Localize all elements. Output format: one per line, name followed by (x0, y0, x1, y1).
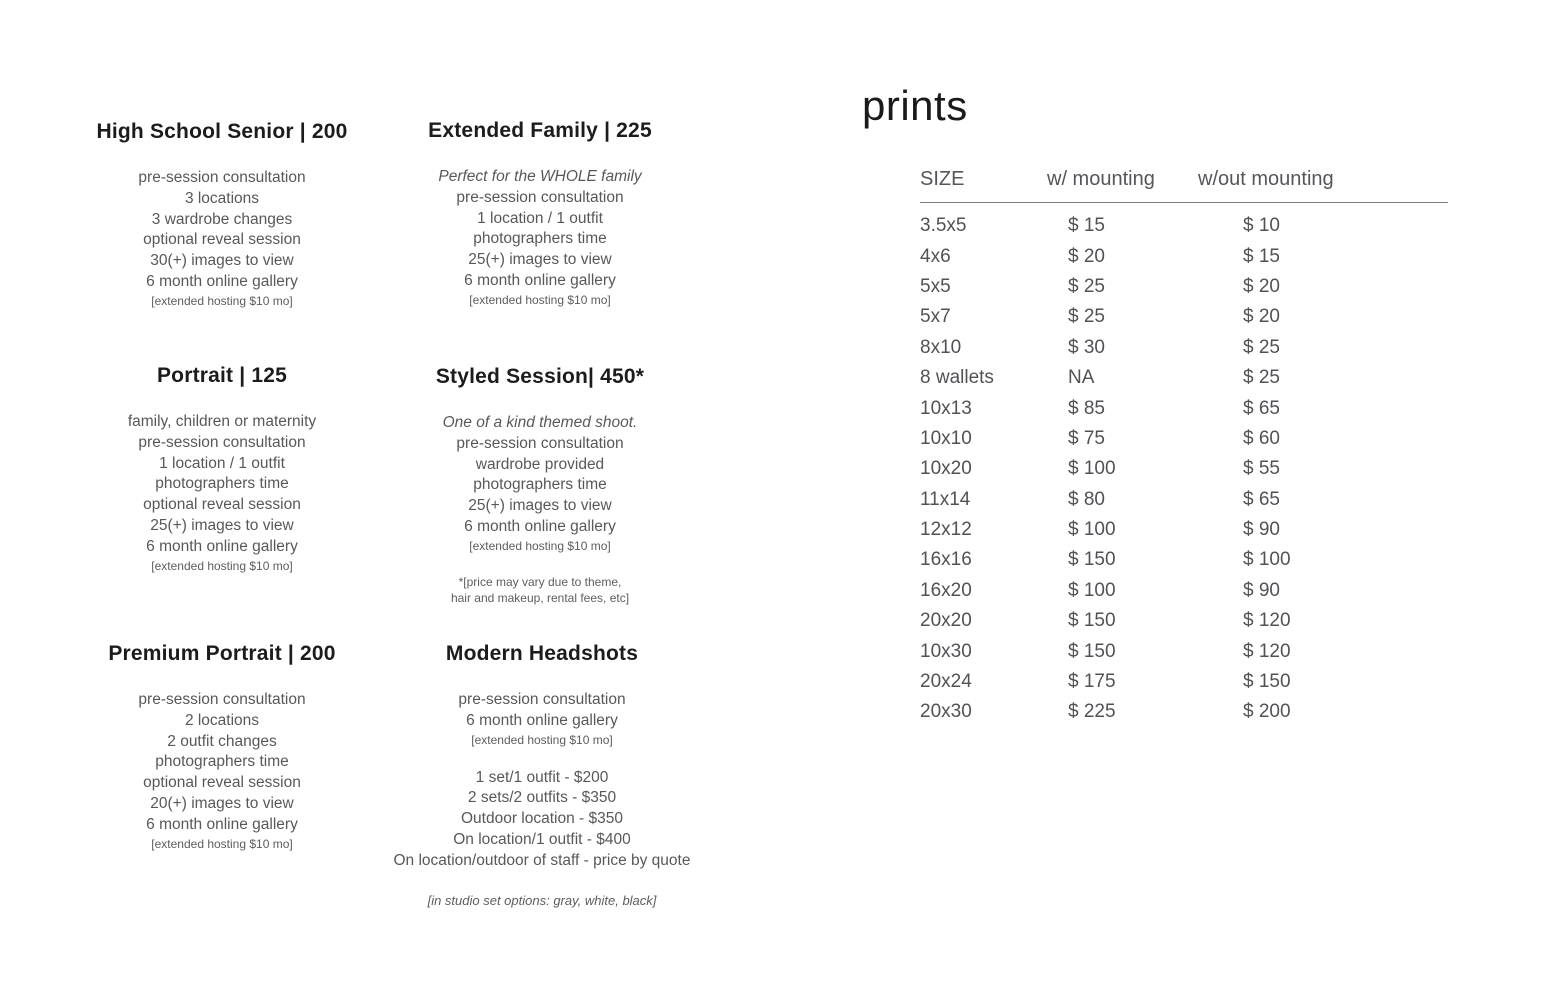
feature-line: optional reveal session (143, 496, 301, 514)
section-title-styled-session: Styled Session| 450* (435, 365, 645, 388)
feature-line: photographers time (473, 230, 607, 248)
feature-line: hair and makeup, rental fees, etc] (450, 590, 630, 605)
cell-price-without-mounting: $ 100 (1243, 549, 1291, 571)
table-row (920, 272, 1448, 302)
cell-price-without-mounting: $ 120 (1243, 640, 1291, 662)
table-row (920, 302, 1448, 332)
cell-size: 11x14 (920, 488, 971, 510)
table-row (920, 424, 1448, 454)
feature-line: 30(+) images to view (150, 252, 294, 270)
section-title-high-school-senior: High School Senior | 200 (96, 120, 348, 143)
feature-line: [in studio set options: gray, white, black] (427, 892, 657, 908)
feature-line: 6 month online gallery (146, 815, 298, 833)
feature-line: On location/outdoor of staff - price by quote (393, 851, 691, 869)
cell-price-without-mounting: $ 120 (1243, 610, 1291, 632)
feature-line: pre-session consultation (456, 188, 624, 206)
prints-table-body (920, 203, 1448, 728)
table-row (920, 211, 1448, 241)
cell-price-with-mounting: $ 25 (1068, 275, 1105, 297)
section-features-premium-portrait (62, 690, 382, 852)
table-row (920, 697, 1448, 727)
section-portrait (62, 364, 382, 574)
feature-line: 2 sets/2 outfits - $350 (467, 789, 617, 807)
section-title-portrait: Portrait | 125 (156, 364, 288, 387)
cell-size: 20x20 (920, 610, 972, 632)
cell-price-without-mounting: $ 15 (1243, 245, 1280, 267)
cell-size: 5x7 (920, 306, 951, 328)
table-row (920, 241, 1448, 271)
feature-line: 6 month online gallery (464, 517, 616, 535)
cell-price-with-mounting: $ 150 (1068, 640, 1116, 662)
cell-price-without-mounting: $ 10 (1243, 215, 1280, 237)
feature-line: 25(+) images to view (468, 497, 612, 515)
feature-line: [extended hosting $10 mo] (151, 293, 293, 308)
cell-size: 16x16 (920, 549, 972, 571)
cell-size: 16x20 (920, 579, 972, 601)
feature-line: One of a kind themed shoot. (442, 414, 638, 431)
cell-price-with-mounting: $ 85 (1068, 397, 1105, 419)
feature-line: 2 locations (184, 711, 260, 729)
prints-table-header (920, 168, 1448, 203)
cell-size: 20x24 (920, 671, 972, 693)
feature-line: pre-session consultation (138, 433, 306, 451)
feature-line: 25(+) images to view (150, 516, 294, 534)
cell-size: 20x30 (920, 701, 972, 723)
column-header-without-mounting: w/out mounting (1198, 168, 1334, 190)
feature-line: *[price may vary due to theme, (458, 574, 622, 589)
cell-size: 10x10 (920, 427, 972, 449)
feature-line: [extended hosting $10 mo] (469, 538, 611, 553)
feature-line: optional reveal session (143, 231, 301, 249)
feature-line: [extended hosting $10 mo] (151, 836, 293, 851)
feature-line: photographers time (155, 475, 289, 493)
feature-line: [extended hosting $10 mo] (469, 292, 611, 307)
section-styled-session (380, 365, 700, 606)
cell-price-with-mounting: $ 15 (1068, 215, 1105, 237)
feature-line: 25(+) images to view (468, 251, 612, 269)
cell-price-with-mounting: $ 30 (1068, 336, 1105, 358)
line-spacer (380, 554, 700, 574)
cell-size: 12x12 (920, 519, 972, 541)
feature-line: [extended hosting $10 mo] (151, 558, 293, 573)
cell-size: 10x13 (920, 397, 972, 419)
feature-line: Perfect for the WHOLE family (438, 168, 642, 185)
feature-line: 6 month online gallery (146, 272, 298, 290)
table-row (920, 485, 1448, 515)
table-row (920, 333, 1448, 363)
prints-table (920, 168, 1448, 728)
section-features-portrait (62, 412, 382, 574)
cell-size: 10x30 (920, 640, 972, 662)
cell-price-without-mounting: $ 20 (1243, 275, 1280, 297)
feature-line: 1 location / 1 outfit (477, 209, 603, 227)
table-row (920, 636, 1448, 666)
line-spacer (347, 748, 737, 768)
table-row (920, 545, 1448, 575)
cell-price-without-mounting: $ 60 (1243, 427, 1280, 449)
cell-price-with-mounting: $ 100 (1068, 579, 1116, 601)
cell-price-without-mounting: $ 200 (1243, 701, 1291, 723)
table-row (920, 363, 1448, 393)
section-features-styled-session (380, 413, 700, 606)
cell-price-with-mounting: $ 175 (1068, 671, 1116, 693)
section-title-modern-headshots: Modern Headshots (445, 642, 639, 665)
feature-line: 6 month online gallery (146, 537, 298, 555)
cell-price-with-mounting: $ 225 (1068, 701, 1116, 723)
prints-title: prints (862, 82, 968, 129)
cell-price-with-mounting: $ 20 (1068, 245, 1105, 267)
table-row (920, 515, 1448, 545)
feature-line: 6 month online gallery (464, 271, 616, 289)
feature-line: 2 outfit changes (167, 732, 277, 750)
feature-line: pre-session consultation (456, 434, 624, 452)
table-row (920, 667, 1448, 697)
feature-line: photographers time (473, 476, 607, 494)
section-title-premium-portrait: Premium Portrait | 200 (108, 642, 336, 665)
section-modern-headshots (347, 642, 737, 909)
line-spacer (347, 872, 737, 892)
cell-price-without-mounting: $ 65 (1243, 488, 1280, 510)
cell-price-without-mounting: $ 150 (1243, 671, 1291, 693)
feature-line: Outdoor location - $350 (461, 810, 623, 828)
feature-line: 1 set/1 outfit - $200 (475, 768, 609, 786)
cell-price-without-mounting: $ 90 (1243, 579, 1280, 601)
feature-line: 3 wardrobe changes (151, 210, 293, 228)
feature-line: 1 location / 1 outfit (159, 454, 285, 472)
section-features-modern-headshots (347, 690, 737, 909)
cell-size: 10x20 (920, 458, 972, 480)
feature-line: pre-session consultation (458, 691, 626, 708)
section-high-school-senior (62, 120, 382, 309)
feature-line: family, children or maternity (127, 413, 317, 430)
feature-line: 6 month online gallery (466, 711, 618, 729)
cell-price-with-mounting: NA (1068, 367, 1095, 389)
cell-size: 8 wallets (920, 367, 994, 389)
section-extended-family (380, 119, 700, 308)
cell-price-with-mounting: $ 75 (1068, 427, 1105, 449)
table-row (920, 606, 1448, 636)
cell-size: 3.5x5 (920, 215, 967, 237)
cell-price-with-mounting: $ 25 (1068, 306, 1105, 328)
feature-line: 3 locations (184, 189, 260, 207)
cell-price-without-mounting: $ 25 (1243, 336, 1280, 358)
column-header-size: SIZE (920, 168, 965, 190)
cell-size: 5x5 (920, 275, 951, 297)
feature-line: [extended hosting $10 mo] (471, 732, 613, 747)
cell-size: 4x6 (920, 245, 951, 267)
cell-size: 8x10 (920, 336, 962, 358)
table-row (920, 454, 1448, 484)
cell-price-with-mounting: $ 150 (1068, 610, 1116, 632)
cell-price-without-mounting: $ 65 (1243, 397, 1280, 419)
feature-line: 20(+) images to view (150, 794, 294, 812)
section-features-extended-family (380, 167, 700, 308)
feature-line: photographers time (155, 753, 289, 771)
section-premium-portrait (62, 642, 382, 852)
cell-price-with-mounting: $ 80 (1068, 488, 1105, 510)
table-row (920, 576, 1448, 606)
cell-price-without-mounting: $ 90 (1243, 519, 1280, 541)
feature-line: On location/1 outfit - $400 (453, 830, 631, 848)
cell-price-without-mounting: $ 25 (1243, 367, 1280, 389)
feature-line: optional reveal session (143, 774, 301, 792)
feature-line: pre-session consultation (138, 691, 306, 708)
cell-price-with-mounting: $ 100 (1068, 458, 1116, 480)
feature-line: pre-session consultation (138, 169, 306, 186)
cell-price-with-mounting: $ 150 (1068, 549, 1116, 571)
feature-line: wardrobe provided (475, 455, 605, 473)
section-title-extended-family: Extended Family | 225 (428, 119, 652, 142)
column-header-with-mounting: w/ mounting (1047, 168, 1155, 190)
table-row (920, 393, 1448, 423)
section-features-high-school-senior (62, 168, 382, 309)
cell-price-without-mounting: $ 20 (1243, 306, 1280, 328)
cell-price-without-mounting: $ 55 (1243, 458, 1280, 480)
cell-price-with-mounting: $ 100 (1068, 519, 1116, 541)
